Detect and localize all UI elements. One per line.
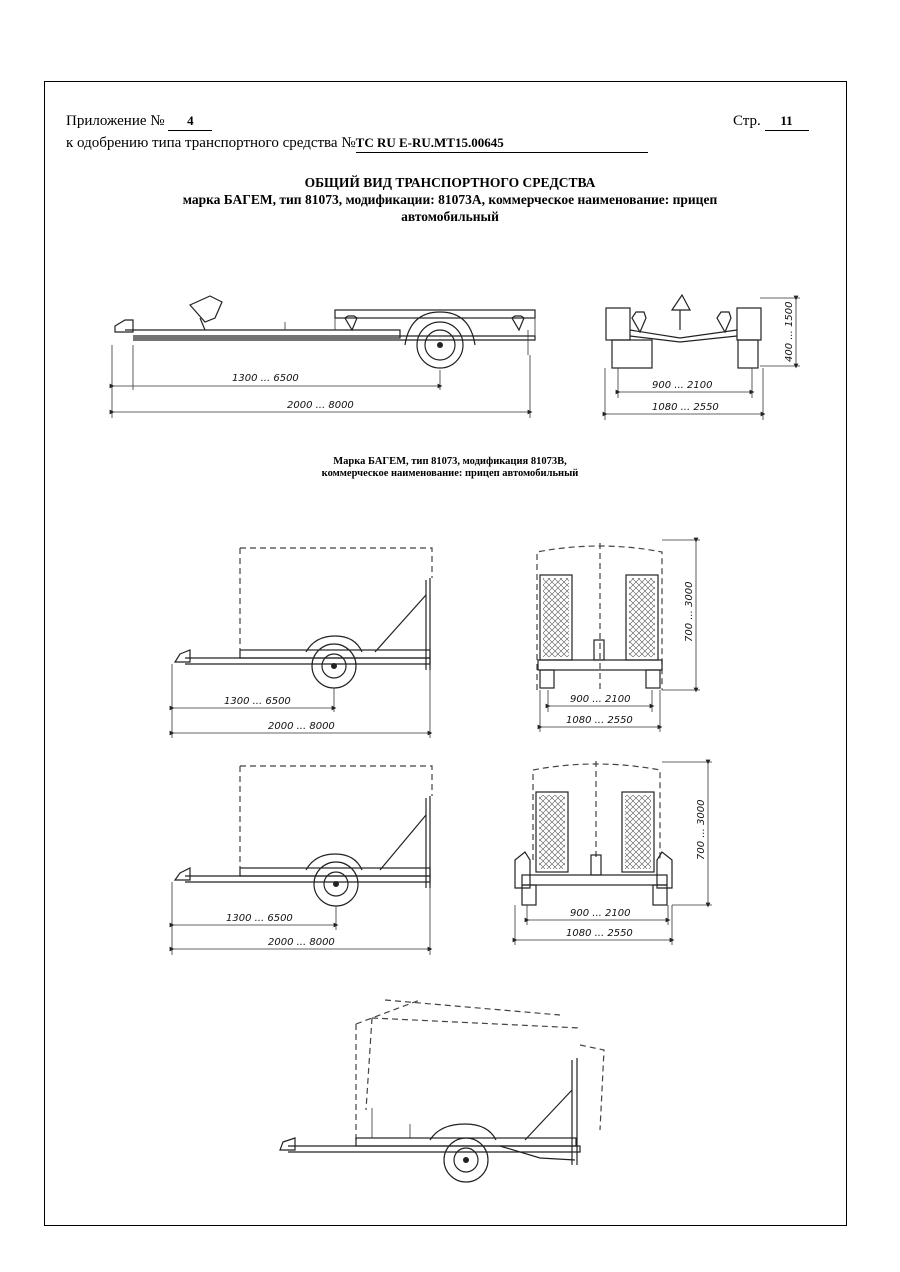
dim-total-length-3: 2000 ... 8000 [268,937,335,948]
dim-total-length-1: 2000 ... 8000 [287,400,354,411]
dim-body-length-3: 1300 ... 6500 [226,913,293,924]
dim-total-length-2: 2000 ... 8000 [268,721,335,732]
dim-height-1: 400 ... 1500 [784,301,795,362]
approval-number: TC RU E-RU.MT15.00645 [356,134,648,153]
appendix-label: Приложение № [66,113,165,129]
title-line-2: марка БАГЕМ, тип 81073, модификации: 81073А, коммерческое наименование: прицеп [182,192,718,207]
appendix-number: 4 [168,112,212,131]
dim-body-length-1: 1300 ... 6500 [232,373,299,384]
side-view-canopy-1 [172,548,432,738]
side-view-canopy-2 [172,766,432,955]
dim-body-length-2: 1300 ... 6500 [224,696,291,707]
dim-total-width-3: 1080 ... 2550 [566,928,633,939]
caption-line-2: коммерческое наименование: прицеп автомобильный [321,468,579,479]
title-line-1: ОБЩИЙ ВИД ТРАНСПОРТНОГО СРЕДСТВА [304,175,596,190]
dim-total-width-1: 1080 ... 2550 [652,402,719,413]
rear-view-canopy-1 [537,540,700,732]
page-number: 11 [765,112,809,131]
dim-track-width-1: 900 ... 2100 [652,380,713,391]
dim-track-width-2: 900 ... 2100 [570,694,631,705]
dim-height-3: 700 ... 3000 [696,799,707,860]
caption-line-1: Марка БАГЕМ, тип 81073, модификация 81073В, [333,456,567,467]
side-view-platform [112,296,535,418]
tipping-view [280,1000,604,1182]
dim-height-2: 700 ... 3000 [684,581,695,642]
approval-text: к одобрению типа транспортного средства № [66,135,356,151]
dim-track-width-3: 900 ... 2100 [570,908,631,919]
rear-view-platform [605,295,800,420]
page-label: Стр. [733,113,761,129]
dim-total-width-2: 1080 ... 2550 [566,715,633,726]
title-line-3: автомобильный [401,209,499,224]
rear-view-canopy-2 [515,761,712,945]
